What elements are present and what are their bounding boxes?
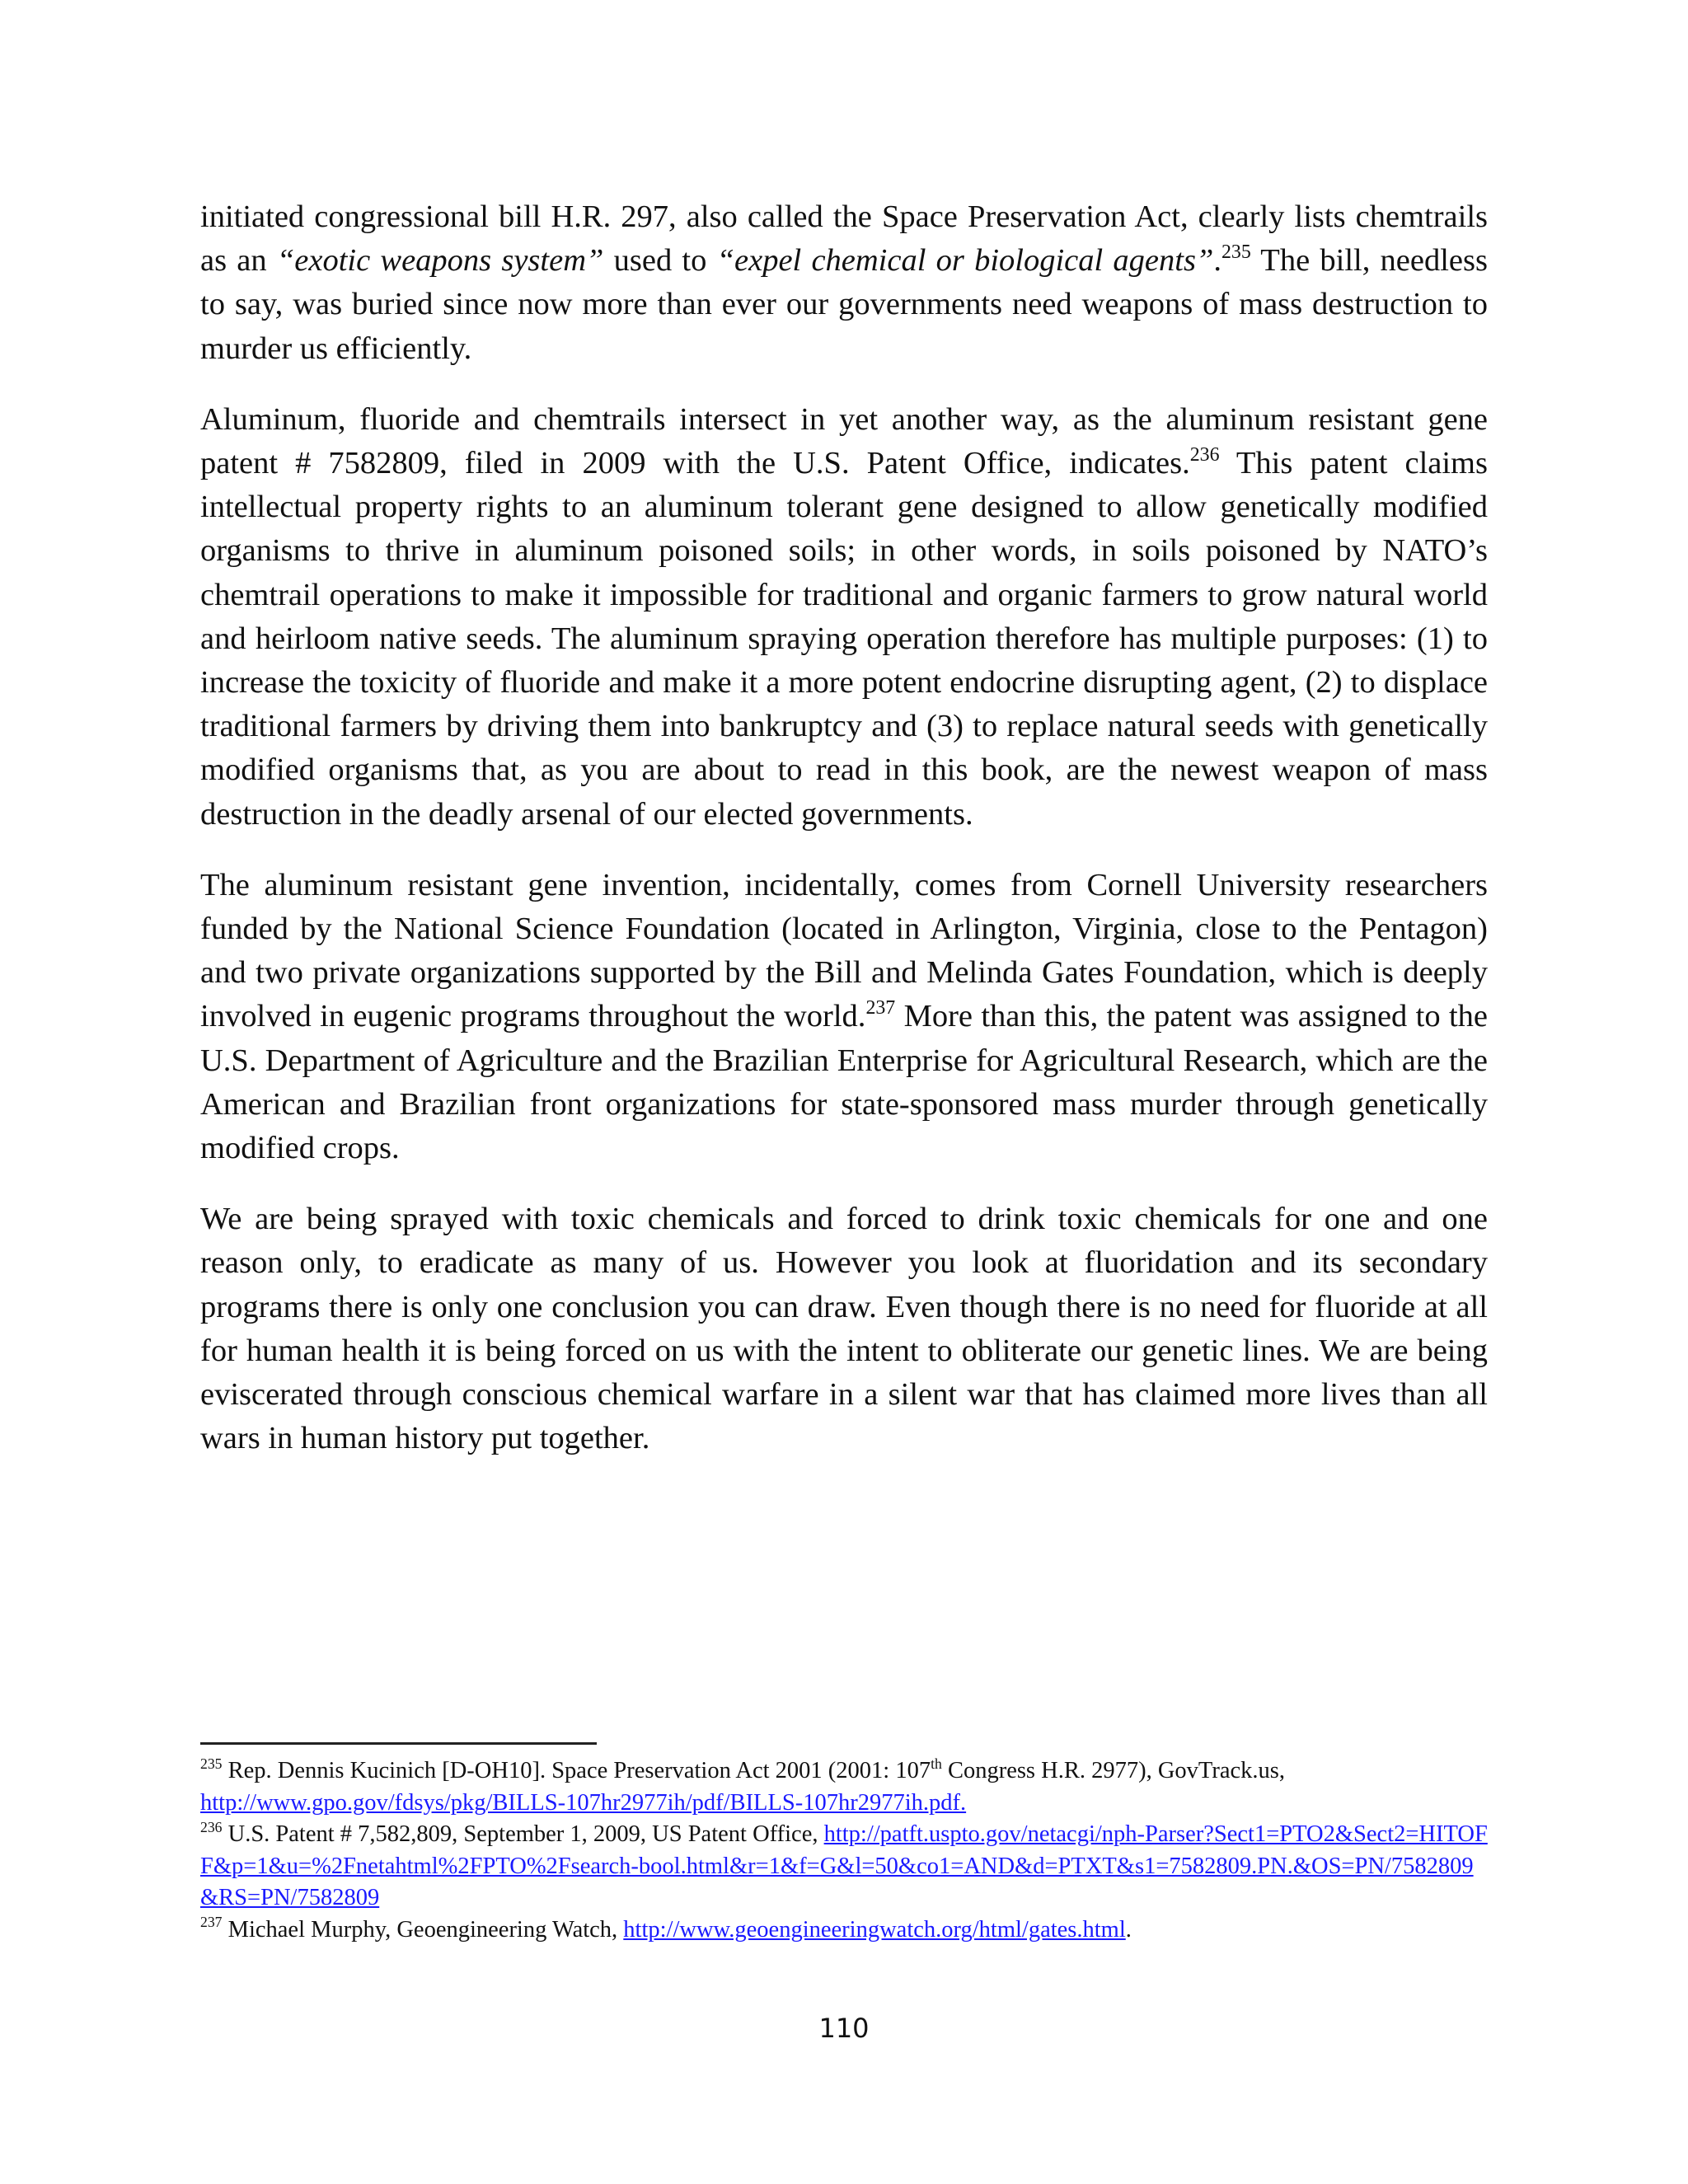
quote-expel-agents: “expel chemical or biological agents”	[716, 243, 1214, 279]
page-number: 110	[818, 2013, 870, 2044]
footnote-separator	[200, 1742, 597, 1745]
body-text	[200, 195, 1488, 1488]
footnotes	[200, 1755, 1488, 1946]
paragraph-3: The aluminum resistant gene invention, incidentally, comes from Cornell University researchers funded by the National Science Foundation (located in Arlington, Virginia, close to the Pentagon) and two private organizations supported by the Bill and Melinda Gates Foundation, which is deeply involved in eugenic programs throughout the world.$^{237}$ More than this, the patent was assigned to the U.S. Department of Agriculture and the Brazilian Enterprise for Agricultural Research, which are the American and Brazilian front organizations for state-sponsored mass murder through genetically modified crops.	[200, 867, 1488, 1166]
footnote-number: 237	[200, 1914, 223, 1931]
paragraph-2: Aluminum, fluoride and chemtrails intersect in yet another way, as the aluminum resistant gene patent # 7582809, filed in 2009 with the U.S. Patent Office, indicates.$^{236}$ This patent claims intellectual property rights to an aluminum tolerant gene designed to allow genetically modified organisms to thrive in aluminum poisoned soils; in other words, in soils poisoned by NATO’s chemtrail operations to make it impossible for traditional and organic farmers to grow natural world and heirloom native seeds. The aluminum spraying operation therefore has multiple purposes: (1) to increase the toxicity of fluoride and make it a more potent endocrine disrupting agent, (2) to displace traditional farmers by driving them into bankruptcy and (3) to replace natural seeds with genetically modified organisms that, as you are about to read in this book, are the newest weapon of mass destruction in the deadly arsenal of our elected governments.	[200, 401, 1488, 832]
footnote-link[interactable]: http://www.geoengineeringwatch.org/html/gates.html	[623, 1916, 1126, 1943]
footnote-ref-237[interactable]: 237	[865, 997, 896, 1019]
footnote-ref-235[interactable]: 235	[1221, 241, 1251, 264]
footnote-237: $^{237}$ Michael Murphy, Geoengineering Watch, http://www.geoengineeringwatch.org/html/gates.html.	[200, 1914, 1132, 1943]
paragraph-1: initiated congressional bill H.R. 297, also called the Space Preservation Act, clearly lists chemtrails as an “exotic weapons system” used to “expel chemical or biological agents”.$^{235}$ The bill, needless to say, was buried since now more than ever our governments need weapons of mass destruction to murder us efficiently.	[200, 199, 1488, 366]
quote-exotic-weapons: “exotic weapons system”	[276, 243, 604, 279]
footnote-number: 236	[200, 1818, 223, 1835]
footnote-ref-236[interactable]: 236	[1189, 444, 1220, 466]
footnote-link[interactable]: http://patft.uspto.gov/netacgi/nph-Parser?Sect1=PTO2&Sect2=HITOFF&p=1&u=%2Fnetahtml%2FPTO%2Fsearch-bool.html&r=1&f=G&l=50&co1=AND&d=PTXT&s1=7582809.PN.&OS=PN/7582809&RS=PN/7582809	[200, 1821, 1488, 1910]
footnote-link[interactable]: http://www.gpo.gov/fdsys/pkg/BILLS-107hr2977ih/pdf/BILLS-107hr2977ih.pdf.	[200, 1789, 967, 1816]
paragraph-4: We are being sprayed with toxic chemicals and forced to drink toxic chemicals for one and one reason only, to eradicate as many of us. However you look at fluoridation and its secondary programs there is only one conclusion you can draw. Even though there is no need for fluoride at all for human health it is being forced on us with the intent to obliterate our genetic lines. We are being eviscerated through conscious chemical warfare in a silent war that has claimed more lives than all wars in human history put together.	[200, 1202, 1488, 1456]
footnote-235: $^{235}$ Rep. Dennis Kucinich [D-OH10]. Space Preservation Act 2001 (2001: 107th Congress H.R. 2977), GovTrack.us, http://www.gpo.gov/fdsys/pkg/BILLS-107hr2977ih/pdf/BILLS-107hr2977ih.pdf.	[200, 1755, 1285, 1816]
footnote-number: 235	[200, 1755, 223, 1772]
footnote-236: $^{236}$ U.S. Patent # 7,582,809, September 1, 2009, US Patent Office, http://patft.uspto.gov/netacgi/nph-Parser?Sect1=PTO2&Sect2=HITOFF&p=1&u=%2Fnetahtml%2FPTO%2Fsearch-bool.html&r=1&f=G&l=50&co1=AND&d=PTXT&s1=7582809.PN.&OS=PN/7582809&RS=PN/7582809	[200, 1818, 1488, 1910]
